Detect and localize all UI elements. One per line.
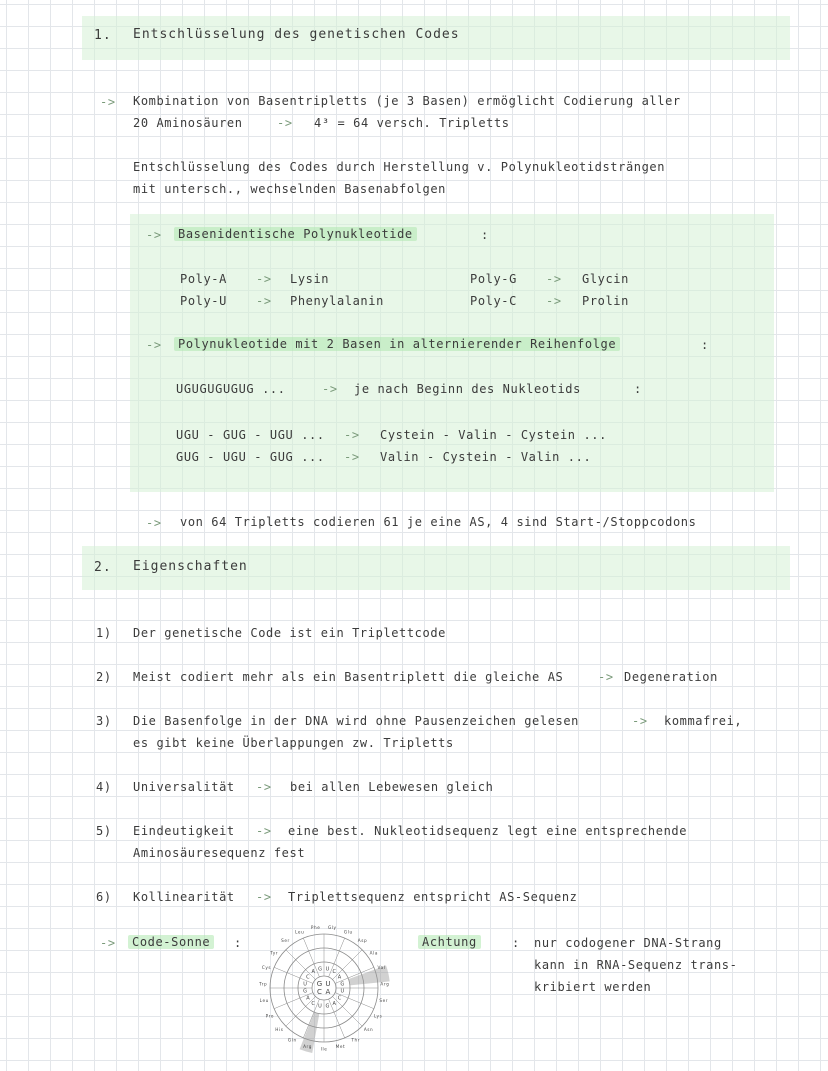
frame2-aa: Valin - Cystein - Valin ...	[380, 450, 592, 464]
property4-term: bei allen Lebewesen gleich	[290, 780, 494, 794]
sun-outer-7: Lys	[373, 1013, 383, 1019]
box-heading2-colon: :	[701, 338, 709, 352]
section1-number: 1.	[94, 28, 112, 43]
sun-divider-13	[329, 938, 345, 977]
intro-line2-arrow: ->	[277, 116, 293, 130]
box-heading2: Polynukleotide mit 2 Basen in alternierender Reihenfolge	[174, 337, 620, 351]
sun-inner-1: U	[325, 979, 332, 988]
sun-outer-11: Ile	[320, 1046, 328, 1052]
sun-outer-21: Leu	[295, 929, 305, 935]
sun-ring2-7: G	[325, 1003, 330, 1010]
poly-row2-arrow: ->	[256, 294, 272, 308]
codesonne-arrow: ->	[100, 936, 116, 950]
sun-outer-8: Asn	[363, 1027, 374, 1033]
box-heading1-arrow: ->	[146, 228, 162, 242]
sun-divider-3	[329, 999, 345, 1038]
intro-line1: Kombination von Basentripletts (je 3 Basen) ermöglicht Codierung aller	[133, 94, 681, 108]
sun-outer-17: Trp	[259, 981, 268, 987]
sun-outer-16: Leu	[259, 997, 269, 1003]
intro-arrow: ->	[100, 95, 116, 109]
property6-text: Kollinearität	[133, 890, 235, 904]
sun-outer-12: Arg	[303, 1044, 313, 1050]
sequence-text: je nach Beginn des Nukleotids	[354, 382, 581, 396]
sun-ring2-1: C	[332, 969, 337, 976]
summary-arrow: ->	[146, 516, 162, 530]
sun-ring2-4: U	[340, 988, 345, 995]
sun-inner-2: A	[325, 988, 331, 997]
sequence-arrow: ->	[322, 382, 338, 396]
box-heading1: Basenidentische Polynukleotide	[174, 227, 417, 241]
poly-row2-arrow2: ->	[546, 294, 562, 308]
sun-ring2-5: C	[337, 995, 342, 1002]
property4-text: Universalität	[133, 780, 235, 794]
frame1-aa: Cystein - Valin - Cystein ...	[380, 428, 607, 442]
sun-outer-10: Met	[335, 1044, 346, 1050]
sun-ring2-2: A	[337, 974, 342, 981]
note-line1: nur codogener DNA-Strang	[534, 936, 722, 950]
property4-arrow: ->	[256, 780, 272, 794]
sun-ring2-12: U	[303, 981, 308, 988]
property6-arrow: ->	[256, 890, 272, 904]
sun-outer-9: Thr	[351, 1037, 361, 1043]
intro-line2-b: 4³ = 64 versch. Tripletts	[314, 116, 510, 130]
frame2-codons: GUG - UGU - GUG ...	[176, 450, 325, 464]
sun-outer-0: Gly	[327, 925, 337, 931]
property5-line2: Aminosäuresequenz fest	[133, 846, 306, 860]
note-colon: :	[512, 936, 520, 950]
sun-outer-18: Cys	[261, 965, 272, 971]
sun-outer-6: Ser	[379, 997, 389, 1003]
sun-ring-0	[312, 976, 336, 1000]
property1-text: Der genetische Code ist ein Triplettcode	[133, 626, 446, 640]
property3-arrow: ->	[632, 714, 648, 728]
codesonne-colon: :	[234, 936, 242, 950]
sun-outer-15: Pro	[265, 1013, 275, 1019]
intro-paragraph-line2: mit untersch., wechselnden Basenabfolgen	[133, 182, 446, 196]
property2-arrow: ->	[598, 670, 614, 684]
property3-text: Die Basenfolge in der DNA wird ohne Pausenzeichen gelesen	[133, 714, 580, 728]
poly-row1-arrow2: ->	[546, 272, 562, 286]
sequence: UGUGUGUGUG ...	[176, 382, 286, 396]
property2-term: Degeneration	[624, 670, 718, 684]
intro-line2-a: 20 Aminosäuren	[133, 116, 243, 130]
property3-line2: es gibt keine Überlappungen zw. Tripletts	[133, 736, 454, 750]
sun-outer-20: Ser	[281, 938, 290, 944]
note-line2: kann in RNA-Sequenz trans-	[534, 958, 738, 972]
sun-inner-0: G	[316, 979, 323, 988]
sun-ring2-0: U	[325, 966, 330, 973]
frame1-arrow: ->	[344, 428, 360, 442]
sun-ring2-11: G	[303, 988, 308, 995]
sun-outer-13: Gln	[287, 1037, 297, 1043]
property5-number: 5)	[96, 824, 112, 838]
frame1-codons: UGU - GUG - UGU ...	[176, 428, 325, 442]
poly-row1-poly2: Poly-G	[470, 272, 517, 286]
code-sun-diagram	[254, 922, 404, 1056]
section2-title: Eigenschaften	[133, 559, 248, 574]
sun-outer-5: Arg	[380, 981, 390, 987]
sun-ring2-6: A	[332, 1000, 337, 1007]
section2-number: 2.	[94, 560, 112, 575]
property4-number: 4)	[96, 780, 112, 794]
poly-row1-aa2: Glycin	[582, 272, 629, 286]
frame2-arrow: ->	[344, 450, 360, 464]
poly-row1-arrow: ->	[256, 272, 272, 286]
note-line3: kribiert werden	[534, 980, 652, 994]
sun-ring2-9: C	[311, 1000, 316, 1007]
property3-number: 3)	[96, 714, 112, 728]
sequence-colon: :	[634, 382, 642, 396]
section1-title: Entschlüsselung des genetischen Codes	[133, 27, 460, 42]
property5-arrow: ->	[256, 824, 272, 838]
sun-outer-1: Glu	[343, 929, 353, 935]
poly-row2-poly: Poly-U	[180, 294, 227, 308]
property5-text: Eindeutigkeit	[133, 824, 235, 838]
property1-number: 1)	[96, 626, 112, 640]
sun-inner-3: C	[317, 988, 323, 997]
sun-ring2-15: G	[318, 966, 323, 973]
sun-outer-4: Val	[377, 965, 386, 971]
intro-paragraph-line1: Entschlüsselung des Codes durch Herstellung v. Polynukleotidsträngen	[133, 160, 666, 174]
sun-outer-22: Phe	[310, 925, 321, 931]
property6-term: Triplettsequenz entspricht AS-Sequenz	[288, 890, 578, 904]
poly-row2-aa: Phenylalanin	[290, 294, 384, 308]
poly-row2-aa2: Prolin	[582, 294, 629, 308]
sun-outer-19: Tyr	[270, 950, 279, 956]
sun-outer-3: Ala	[369, 950, 379, 956]
summary-text: von 64 Tripletts codieren 61 je eine AS, 4 sind Start-/Stoppcodons	[180, 515, 697, 529]
poly-row1-aa: Lysin	[290, 272, 330, 286]
codesonne-label: Code-Sonne	[128, 935, 214, 949]
property2-number: 2)	[96, 670, 112, 684]
property5-term: eine best. Nukleotidsequenz legt eine entsprechende	[288, 824, 688, 838]
box-heading2-arrow: ->	[146, 338, 162, 352]
sun-ring2-8: U	[318, 1003, 323, 1010]
poly-row1-poly: Poly-A	[180, 272, 227, 286]
sun-ring2-3: G	[340, 981, 345, 988]
sun-outer-14: His	[275, 1027, 284, 1033]
sun-outer-2: Asp	[357, 938, 368, 944]
property6-number: 6)	[96, 890, 112, 904]
sun-ring2-10: A	[306, 995, 311, 1002]
box-heading1-colon: :	[481, 228, 489, 242]
note-label: Achtung	[418, 935, 481, 949]
property2-text: Meist codiert mehr als ein Basentriplett die gleiche AS	[133, 670, 564, 684]
sun-ring2-14: A	[311, 969, 316, 976]
property3-term: kommafrei,	[664, 714, 743, 728]
poly-row2-poly2: Poly-C	[470, 294, 517, 308]
sun-ring2-13: C	[306, 974, 311, 981]
